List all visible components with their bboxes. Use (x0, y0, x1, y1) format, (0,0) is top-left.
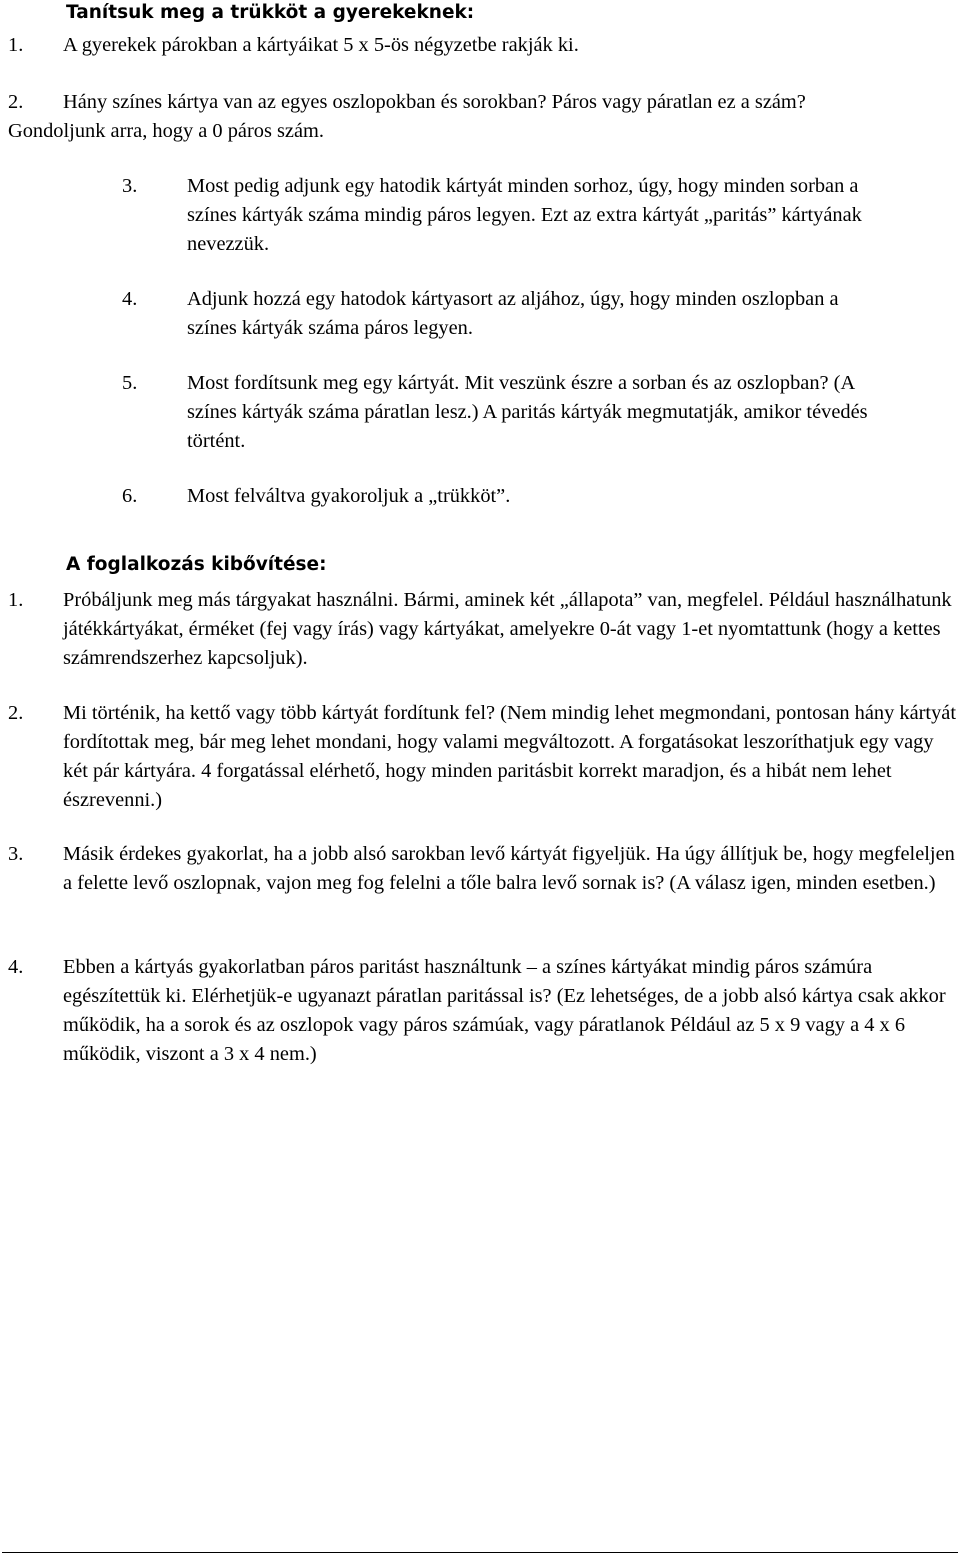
section-heading-teach: Tanítsuk meg a trükköt a gyerekeknek: (66, 2, 475, 23)
list-item-number: 5. (122, 372, 138, 394)
list-item-text: Hány színes kártya van az egyes oszlopokban és sorokban? Páros vagy páratlan ez a szám? Gondoljunk arra, hogy a 0 páros szám. (8, 91, 806, 142)
list-item (8, 586, 960, 673)
section-heading-extension: A foglalkozás kibővítése: (66, 554, 327, 575)
list-item-text: A gyerekek párokban a kártyáikat 5 x 5-ös négyzetbe rakják ki. (63, 34, 579, 56)
list-item-number: 1. (8, 34, 24, 56)
list-item-number: 6. (122, 485, 138, 507)
list-item-text: Ebben a kártyás gyakorlatban páros paritást használtunk – a színes kártyákat mindig páros számúra egészítettük ki. Elérhetjük-e ugyanazt páratlan paritással is? (Ez lehetséges, de a jobb alsó kártya csak akkor működik, ha a sorok és az oszlopok vagy páros számúak, vagy páratlanok Például az 5 x 9 vagy a 4 x 6 működik, viszont a 3 x 4 nem.) (63, 956, 946, 1065)
list-item-text: Most fordítsunk meg egy kártyát. Mit veszünk észre a sorban és az oszlopban? (A színes kártyák száma páratlan lesz.) A paritás kártyák megmutatják, amikor tévedés történt. (187, 372, 868, 452)
list-item (8, 31, 908, 60)
list-item (8, 88, 898, 146)
list-item-number: 1. (8, 589, 24, 611)
list-item-number: 2. (8, 702, 24, 724)
list-item-text: Most felváltva gyakoroljuk a „trükköt”. (187, 485, 511, 507)
list-item (8, 953, 960, 1069)
list-item-number: 2. (8, 91, 24, 113)
list-item-text: Adjunk hozzá egy hatodok kártyasort az aljához, úgy, hogy minden oszlopban a színes kártyák száma páros legyen. (187, 288, 839, 339)
sub-list-item (122, 482, 882, 511)
list-item-number: 4. (8, 956, 24, 978)
footer-divider (2, 1552, 958, 1553)
sub-list-item (122, 172, 902, 259)
list-item-text: Most pedig adjunk egy hatodik kártyát minden sorhoz, úgy, hogy minden sorban a színes kártyák száma mindig páros legyen. Ezt az extra kártyát „paritás” kártyának nevezzük. (187, 175, 862, 255)
list-item-text: Próbáljunk meg más tárgyakat használni. Bármi, aminek két „állapota” van, megfelel. Például használhatunk játékkártyákat, érméket (fej vagy írás) vagy kártyákat, amelyekre 0-át vagy 1-et nyomtattunk (hogy a kettes számrendszerhez kapcsoljuk). (63, 589, 952, 669)
list-item (8, 699, 960, 815)
list-item (8, 840, 960, 898)
list-item-number: 3. (8, 843, 24, 865)
list-item-text: Másik érdekes gyakorlat, ha a jobb alsó sarokban levő kártyát figyeljük. Ha úgy állítjuk be, hogy megfeleljen a felette levő oszlopnak, vajon meg fog felelni a tőle balra levő sornak is? (A válasz igen, minden esetben.) (63, 843, 955, 894)
list-item-number: 3. (122, 175, 138, 197)
list-item-text: Mi történik, ha kettő vagy több kártyát fordítunk fel? (Nem mindig lehet megmondani, pontosan hány kártyát fordítottak meg, bár meg lehet mondani, hogy valami megváltozott. A forgatásokat leszoríthatjuk egy vagy két pár kártyára. 4 forgatással elérhető, hogy minden paritásbit korrekt maradjon, és a hibát nem lehet észrevenni.) (63, 702, 957, 811)
sub-list-item (122, 285, 882, 343)
list-item-number: 4. (122, 288, 138, 310)
sub-list-item (122, 369, 882, 456)
